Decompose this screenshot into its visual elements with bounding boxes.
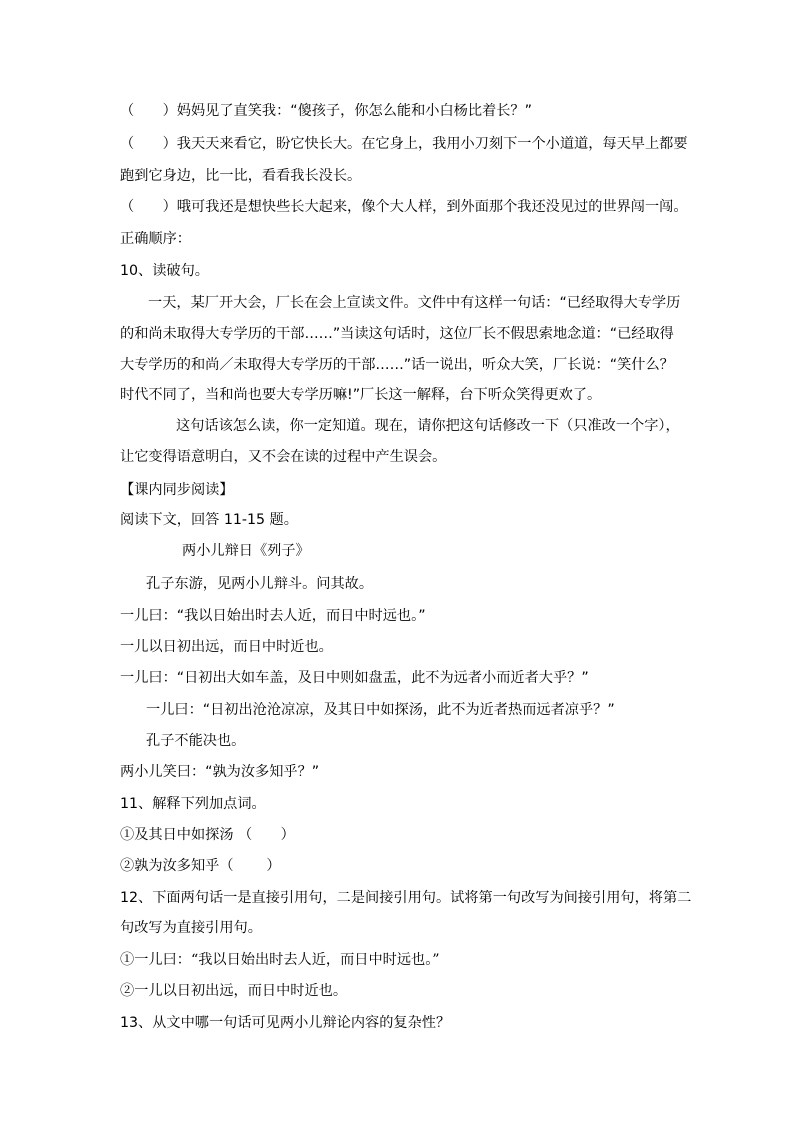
question-12-item-1: ①一儿曰：“我以日始出时去人近，而日中时远也。”: [120, 952, 440, 968]
passage-line-7: 两小儿笑曰：“孰为汝多知乎？”: [120, 764, 320, 780]
question-13-title: 13、从文中哪一句话可见两小儿辩论内容的复杂性？: [120, 1015, 451, 1031]
section-heading: 【课内同步阅读】: [120, 482, 234, 498]
passage-line-3: 一儿以日初出远，而日中时近也。: [120, 639, 333, 655]
correct-order-label: 正确顺序：: [120, 231, 191, 247]
passage-line-6: 孔子不能决也。: [146, 733, 246, 749]
instruction-line-1: 这句话该怎么读，你一定知道。现在，请你把这句话修改一下（只准改一个字），: [176, 418, 680, 434]
passage-line-4: 一儿曰：“日初出大如车盖，及日中则如盘盂，此不为远者小而近者大乎？”: [120, 670, 589, 686]
question-11-item-2: ②孰为汝多知乎（ ）: [120, 858, 281, 874]
story-paragraph-line-1: 一天，某厂开大会，厂长在会上宣读文件。文件中有这样一句话：“已经取得大专学历: [148, 295, 681, 311]
passage-title: 两小儿辩日《列子》: [182, 543, 310, 559]
story-paragraph-line-3: 大专学历的和尚／未取得大专学历的干部……”话一说出，听众大笑，厂长说：“笑什么？: [120, 357, 674, 373]
story-paragraph-line-2: 的和尚未取得大专学历的干部……”当读这句话时，这位厂长不假思索地念道：“已经取得: [120, 326, 674, 342]
question-12-item-2: ②一儿以日初出远，而日中时近也。: [120, 983, 348, 999]
passage-line-1: 孔子东游，见两小儿辩斗。问其故。: [146, 576, 374, 592]
question-11-title: 11、解释下列加点词。: [120, 796, 266, 812]
question-12-title-cont: 句改写为直接引用句。: [120, 920, 262, 936]
question-10-title: 10、读破句。: [120, 263, 209, 279]
order-item-1: （ ）妈妈见了直笑我：“傻孩子，你怎么能和小白杨比着长？”: [120, 103, 532, 119]
instruction-line-2: 让它变得语意明白，又不会在读的过程中产生误会。: [120, 449, 447, 465]
passage-line-2: 一儿曰：“我以日始出时去人近，而日中时远也。”: [120, 608, 426, 624]
reading-instruction: 阅读下文，回答 11-15 题。: [120, 512, 298, 528]
order-item-2: （ ）我天天来看它，盼它快长大。在它身上，我用小刀刻下一个小道道，每天早上都要: [120, 136, 688, 152]
order-item-2-cont: 跑到它身边，比一比，看看我长没长。: [120, 168, 362, 184]
passage-line-5: 一儿曰：“日初出沧沧凉凉，及其日中如探汤，此不为近者热而远者凉乎？”: [146, 702, 615, 718]
question-12-title: 12、下面两句话一是直接引用句，二是间接引用句。试将第一句改写为间接引用句，将第二: [120, 890, 692, 906]
question-11-item-1: ①及其日中如探汤 （ ）: [120, 827, 295, 843]
order-item-3: （ ）哦可我还是想快些长大起来，像个大人样，到外面那个我还没见过的世界闯一闯。: [120, 199, 688, 215]
story-paragraph-line-4: 时代不同了，当和尚也要大专学历嘛!”厂长这一解释，台下听众笑得更欢了。: [120, 387, 602, 403]
